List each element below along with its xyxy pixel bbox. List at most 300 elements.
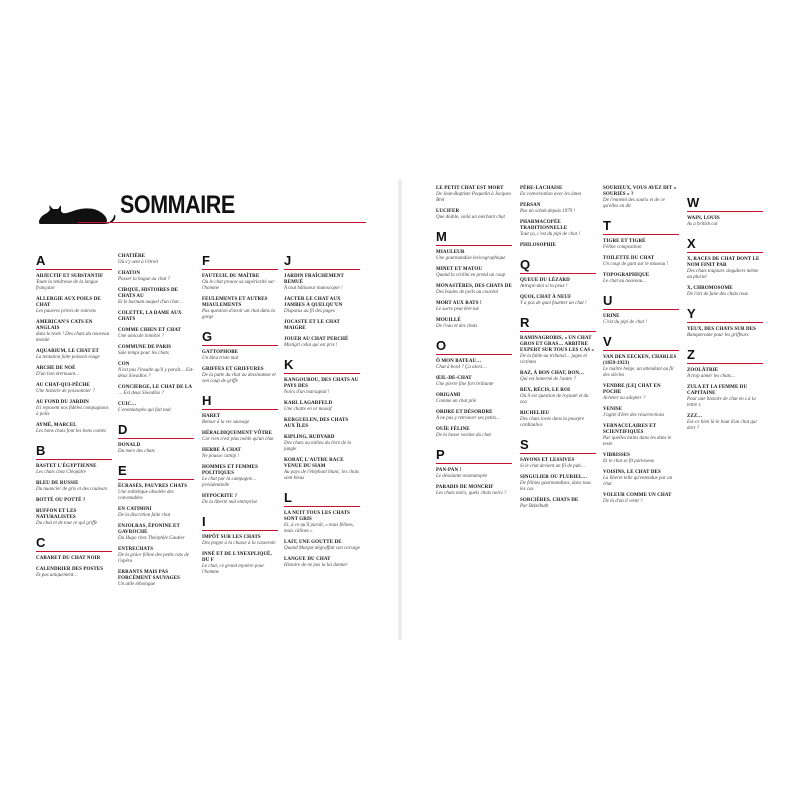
entry-description: Comme un chat plié bbox=[436, 399, 477, 404]
toc-entry bbox=[687, 327, 763, 339]
toc-entry bbox=[603, 186, 679, 210]
toc-entry bbox=[603, 384, 679, 402]
toc-section bbox=[202, 394, 278, 506]
entry-title: DONALD bbox=[118, 443, 141, 448]
toc-entry bbox=[36, 567, 112, 579]
entry-title: JOCASTE ET LE CHAT MAIGRE bbox=[284, 320, 340, 331]
section-rule bbox=[284, 269, 360, 270]
entry-title: LE PETIT CHAT EST MORT bbox=[436, 186, 504, 191]
toc-entry bbox=[436, 468, 512, 480]
entry-title: BOTTÉ OU POTTÉ ? bbox=[36, 498, 86, 503]
entry-title: OUÏE FÉLINE bbox=[436, 427, 470, 432]
toc-section bbox=[202, 515, 278, 576]
entry-title: AU CHAT-QUI-PÊCHE bbox=[36, 383, 90, 388]
entry-title: ALLERGIE AUX POILS DE CHAT bbox=[36, 297, 101, 308]
entry-title: FAUTEUIL DU MAÎTRE bbox=[202, 274, 260, 279]
entry-title: MORT AUX RATS ! bbox=[436, 301, 482, 306]
toc-entry bbox=[603, 407, 679, 419]
toc-column bbox=[687, 196, 763, 441]
section-rule bbox=[436, 245, 512, 246]
section-letter: S bbox=[520, 437, 529, 452]
toc-section bbox=[520, 258, 596, 307]
toc-section bbox=[284, 491, 360, 569]
entry-description: Du Hugo chez Théophile Gautier bbox=[118, 536, 185, 541]
toc-entry bbox=[436, 250, 512, 262]
toc-entry bbox=[36, 349, 112, 361]
section-rule bbox=[687, 363, 763, 364]
entry-description: Le chat par la campagne… présidentielle bbox=[202, 477, 257, 488]
toc-section bbox=[520, 316, 596, 429]
entry-description: Sale temps pour les chats bbox=[118, 351, 169, 356]
toc-section bbox=[284, 254, 360, 349]
entry-title: VOISINS, LE CHAT DES bbox=[603, 470, 661, 475]
toc-section bbox=[202, 330, 278, 385]
entry-title: CHATIÈRE bbox=[118, 254, 146, 259]
entry-description: Quand la virilité en prend un coup bbox=[436, 273, 506, 278]
entry-description: Une histoire de poissonnier ? bbox=[36, 389, 95, 394]
entry-description: Une chatte en or massif bbox=[284, 407, 332, 412]
section-letter: F bbox=[202, 253, 210, 268]
entry-description: Tout ça, c'est du pipi de chat ! bbox=[520, 232, 581, 237]
entry-description: Les chats chez Cléopâtre bbox=[36, 470, 86, 475]
entry-title: PHARMACOPÉE TRADITIONNELLE bbox=[520, 220, 568, 231]
entry-description: Le chat au nouveau… bbox=[603, 279, 647, 284]
entry-description: Et, à ce qu'il paraît, « mais félines, mais câlines » bbox=[284, 523, 354, 534]
section-letter: K bbox=[284, 357, 294, 372]
toc-entry bbox=[36, 383, 112, 395]
entry-description: … Est deux Siwadlos ? bbox=[118, 391, 164, 396]
section-rule bbox=[687, 211, 763, 212]
entry-description: De l'art de fane des chats roux bbox=[687, 292, 749, 297]
toc-column bbox=[36, 254, 112, 588]
entry-title: CALENDRIER DES POSTES bbox=[36, 567, 104, 572]
toc-entry bbox=[603, 355, 679, 379]
entry-description: Si le chat devient un fil de pub… bbox=[520, 464, 586, 469]
section-rule bbox=[687, 322, 763, 323]
toc-entry bbox=[436, 393, 512, 405]
entry-title: AU FOND DU JARDIN bbox=[36, 400, 89, 405]
entry-title: TOILETTE DU CHAT bbox=[603, 256, 655, 261]
entry-title: LANGUE DU CHAT bbox=[284, 557, 331, 562]
section-letter: E bbox=[118, 463, 127, 478]
entry-title: REX, RÉCIS, LE ROI bbox=[520, 388, 571, 393]
toc-entry bbox=[118, 345, 194, 357]
entry-description: Et le barnum auquel d'un chat… bbox=[118, 300, 184, 305]
entry-description: Pas un schah depuis 1979 ! bbox=[520, 209, 576, 214]
toc-entry bbox=[520, 295, 596, 307]
toc-section bbox=[436, 230, 512, 330]
entry-description: Car rien n'est plus noble qu'un chat bbox=[202, 437, 274, 442]
entry-title: VAN DEN EECKEN, CHARLES (1859-1923) bbox=[603, 355, 677, 366]
entry-description: As a british cat bbox=[687, 222, 718, 227]
entry-title: ADJECTIF ET SUBSTANTIF bbox=[36, 274, 104, 279]
entry-description: Les bons chats font les bons contes bbox=[36, 429, 106, 434]
entry-description: Histoire de ne pas la lui donner bbox=[284, 563, 348, 568]
entry-description: Ne pousse catnip ! bbox=[202, 454, 240, 459]
section-rule bbox=[520, 453, 596, 454]
entry-description: À trop aimer les chats… bbox=[687, 374, 736, 379]
entry-title: MONASTÈRES, DES CHATS DE bbox=[436, 284, 512, 289]
section-rule bbox=[436, 463, 512, 464]
entry-title: VOLEUR COMME UN CHAT bbox=[603, 493, 672, 498]
toc-section bbox=[603, 219, 679, 285]
toc-entry bbox=[603, 314, 679, 326]
entry-description: De la patte du chat au dessinateur et son coup de griffe bbox=[202, 373, 276, 384]
entry-description: Une pierre fine fort brillante bbox=[436, 382, 494, 387]
entry-title: LAIT, UNE GOUTTE DE bbox=[284, 540, 342, 545]
entry-title: CON bbox=[118, 362, 130, 367]
entry-description: Pas question d'avoir un chat dans la gorge bbox=[202, 309, 276, 320]
entry-title: ZZZ… bbox=[687, 414, 703, 419]
toc-section bbox=[687, 196, 763, 228]
black-cat-icon bbox=[36, 194, 116, 224]
toc-section bbox=[687, 307, 763, 339]
toc-entry bbox=[284, 458, 360, 482]
toc-entry bbox=[436, 301, 512, 313]
entry-description: Du chat et de tout ce qui griffe bbox=[36, 521, 98, 526]
section-rule bbox=[202, 530, 278, 531]
entry-description: Y a pas de quoi fouetter un chat ! bbox=[520, 301, 587, 306]
entry-description: De là d'où il vient ? bbox=[603, 499, 643, 504]
toc-entry bbox=[603, 470, 679, 488]
entry-description: De l'eau et des chats bbox=[436, 324, 478, 329]
section-rule bbox=[687, 252, 763, 253]
entry-description: Le chat, ce grand mystère pour l'homme bbox=[202, 564, 265, 575]
entry-description: Où s'y sent à l'étroit bbox=[118, 260, 159, 265]
toc-entry bbox=[687, 216, 763, 228]
entry-title: VENISE bbox=[603, 407, 623, 412]
entry-description: À tout bâtisseur mutoscopie ! bbox=[284, 286, 343, 291]
entry-description: Un utile éthologue bbox=[118, 582, 156, 587]
entry-title: CONCIERGE, LE CHAT DE LA bbox=[118, 385, 193, 390]
entry-title: VERNACULAIRES ET SCIENTIFIQUES bbox=[603, 424, 657, 435]
entry-description: L'onomatopée qui fait mal bbox=[118, 408, 171, 413]
toc-entry bbox=[202, 297, 278, 321]
toc-entry bbox=[520, 186, 596, 198]
toc-entry bbox=[118, 271, 194, 283]
section-rule bbox=[284, 373, 360, 374]
toc-entry bbox=[118, 402, 194, 414]
entry-description: Et pas uniquement… bbox=[36, 573, 78, 578]
toc-entry bbox=[436, 284, 512, 296]
entry-title: ZOOLÂTRIE bbox=[687, 368, 719, 373]
toc-entry bbox=[436, 209, 512, 221]
toc-section bbox=[436, 186, 512, 221]
entry-description: Le désolante onomatopée bbox=[436, 474, 488, 479]
entry-title: FEULEMENTS ET AUTRES MIAULEMENTS bbox=[202, 297, 268, 308]
section-rule bbox=[118, 438, 194, 439]
entry-description: De l'ennemi des souris et de ce qu'elles en dit bbox=[603, 198, 665, 209]
entry-title: KARL LAGARFELD bbox=[284, 401, 333, 406]
entry-title: MINET ET MATOU bbox=[436, 267, 483, 272]
toc-entry bbox=[202, 274, 278, 292]
section-letter: A bbox=[36, 253, 46, 268]
toc-entry bbox=[520, 220, 596, 238]
toc-entry bbox=[687, 286, 763, 298]
entry-title: GATTOPHOBE bbox=[202, 350, 239, 355]
entry-title: KORAT, L'AUTRE RACE VENUE DU SIAM bbox=[284, 458, 344, 469]
toc-entry bbox=[36, 509, 112, 527]
entry-description: En conversation avec les âmes bbox=[520, 192, 582, 197]
entry-title: JOUER AU CHAT PERCHÉ bbox=[284, 337, 349, 342]
entry-title: SINGULIER OU PLURIEL… bbox=[520, 475, 588, 480]
entry-title: KERGUELEN, DES CHATS AUX ÎLES bbox=[284, 418, 349, 429]
entry-title: Ô MON BATEAU… bbox=[436, 359, 482, 364]
toc-entry bbox=[520, 458, 596, 470]
section-rule bbox=[520, 331, 596, 332]
entry-description: La tentation faite poisson rouge bbox=[36, 355, 100, 360]
entry-description: Disparus au fil des pages bbox=[284, 309, 335, 314]
entry-title: AYMÉ, MARCEL bbox=[36, 423, 77, 428]
entry-title: PERSAN bbox=[520, 203, 541, 208]
toc-section bbox=[36, 254, 112, 435]
toc-entry bbox=[118, 507, 194, 519]
entry-description: Du mers des chats bbox=[118, 449, 155, 454]
entry-description: Chat à bord ? Ça alors… bbox=[436, 365, 487, 370]
entry-description: Est-ce bien là le bout d'un chat qui dort ? bbox=[687, 420, 757, 431]
section-rule bbox=[202, 409, 278, 410]
toc-section bbox=[603, 335, 679, 505]
entry-title: ZULA ET LA FEMME DU CAPITAINE bbox=[687, 385, 748, 396]
entry-description: Une amicale inimitié ? bbox=[118, 334, 164, 339]
toc-section bbox=[436, 339, 512, 439]
section-rule bbox=[520, 273, 596, 274]
entry-description: Un bleu triste mal bbox=[202, 356, 239, 361]
section-rule bbox=[603, 350, 679, 351]
entry-title: LUCIFER bbox=[436, 209, 460, 214]
entry-description: Des chats lovés dans la pourpre cardinalice bbox=[520, 417, 585, 428]
toc-entry bbox=[603, 256, 679, 268]
section-letter: H bbox=[202, 393, 212, 408]
section-letter: L bbox=[284, 490, 292, 505]
toc-entry bbox=[603, 239, 679, 251]
entry-title: MOUILLÉ bbox=[436, 318, 461, 323]
entry-description: Les pauvres privés de ronrons bbox=[36, 309, 96, 314]
entry-title: VIBRISSES bbox=[603, 453, 631, 458]
entry-description: Par Belzébuth bbox=[520, 504, 549, 509]
toc-entry bbox=[603, 453, 679, 465]
entry-description: Du nuancier de gris et des couleurs bbox=[36, 487, 108, 492]
entry-title: HYPOCRITE ? bbox=[202, 494, 238, 499]
toc-entry bbox=[202, 350, 278, 362]
toc-section bbox=[36, 444, 112, 527]
entry-title: ARCHE DE NOÉ bbox=[36, 366, 76, 371]
entry-title: HOMMES ET FEMMES POLITIQUES bbox=[202, 465, 258, 476]
page-title: SOMMAIRE bbox=[120, 191, 235, 219]
toc-section bbox=[118, 254, 194, 414]
toc-entry bbox=[284, 540, 360, 552]
entry-title: TIGRE ET TIGRÉ bbox=[603, 239, 646, 244]
section-letter: X bbox=[687, 236, 696, 251]
toc-entry bbox=[520, 371, 596, 383]
toc-section bbox=[118, 423, 194, 455]
section-letter: O bbox=[436, 338, 447, 353]
toc-entry bbox=[36, 481, 112, 493]
toc-entry bbox=[284, 337, 360, 349]
entry-description: D'un lion éternuant… bbox=[36, 372, 80, 377]
entry-description: Acheter ou adopter ? bbox=[603, 396, 646, 401]
section-rule bbox=[36, 551, 112, 552]
toc-entry bbox=[520, 278, 596, 290]
toc-entry bbox=[118, 311, 194, 323]
toc-entry bbox=[118, 547, 194, 565]
toc-entry bbox=[520, 475, 596, 493]
entry-description: De la liberté mal entreprise bbox=[202, 500, 258, 505]
entry-description: Quand Margot dégraffait son corsage bbox=[284, 546, 360, 551]
entry-title: SAVONS ET LESSIVES bbox=[520, 458, 575, 463]
section-letter: V bbox=[603, 334, 612, 349]
entry-title: COMMUNE DE PARIS bbox=[118, 345, 172, 350]
entry-title: MIAULEUR bbox=[436, 250, 465, 255]
entry-description: Des chats toujours singuliers même au pluriel bbox=[687, 269, 759, 280]
toc-entry bbox=[284, 320, 360, 332]
entry-description: Par quelles latins dans les dans le texte bbox=[603, 436, 672, 447]
entry-title: ORIGAMI bbox=[436, 393, 461, 398]
entry-description: Et le chat se fit paresseux bbox=[603, 459, 655, 464]
toc-column bbox=[603, 186, 679, 514]
toc-entry bbox=[284, 378, 360, 396]
toc-entry bbox=[687, 385, 763, 409]
entry-title: ENTRECHATS bbox=[118, 547, 154, 552]
toc-entry bbox=[687, 414, 763, 432]
entry-description: Ici reposent nos fidèles compagnons à poils bbox=[36, 406, 109, 417]
section-rule bbox=[202, 269, 278, 270]
entry-description: Les chats noirs, quels chats noirs ? bbox=[436, 491, 507, 496]
entry-title: AMERICAN'S CATS EN ANGLAIS bbox=[36, 320, 93, 331]
entry-title: GRIFFES ET GRIFFURES bbox=[202, 367, 264, 372]
toc-entry bbox=[118, 385, 194, 397]
toc-entry bbox=[118, 443, 194, 455]
entry-description: Une esthétique obsolète des convenables bbox=[118, 490, 174, 501]
toc-entry bbox=[202, 494, 278, 506]
section-rule bbox=[36, 269, 112, 270]
toc-entry bbox=[36, 366, 112, 378]
toc-entry bbox=[603, 424, 679, 448]
section-letter: Z bbox=[687, 347, 695, 362]
entry-description: J'agité d'être des résurrections bbox=[603, 413, 665, 418]
toc-entry bbox=[118, 362, 194, 380]
toc-entry bbox=[284, 297, 360, 315]
toc-section bbox=[118, 464, 194, 588]
toc-entry bbox=[436, 267, 512, 279]
entry-description: De la grâce féline des petits rats de l'opéra bbox=[118, 553, 189, 564]
entry-title: RAZ, À BON CHAT, BON… bbox=[520, 371, 585, 376]
toc-entry bbox=[118, 484, 194, 502]
toc-section bbox=[284, 358, 360, 482]
entry-title: QUOI, CHAT À NEUF bbox=[520, 295, 572, 300]
entry-description: Posser la bague au chat ? bbox=[118, 277, 171, 282]
entry-description: De félines gourmandises, dans tous les cas bbox=[520, 481, 591, 492]
entry-title: RICHELIEU bbox=[520, 411, 550, 416]
entry-description: Des boules de poils au couvent bbox=[436, 290, 499, 295]
section-letter: U bbox=[603, 293, 613, 308]
toc-entry bbox=[436, 186, 512, 204]
entry-description: Noirs d'un marsupial ! bbox=[284, 390, 330, 395]
toc-entry bbox=[202, 414, 278, 426]
toc-entry bbox=[202, 367, 278, 385]
toc-column bbox=[520, 186, 596, 519]
entry-description: Retour à la vie sauvage bbox=[202, 420, 250, 425]
entry-title: PAN-PAN ! bbox=[436, 468, 462, 473]
toc-entry bbox=[118, 288, 194, 306]
book-gutter bbox=[398, 180, 402, 640]
toc-entry bbox=[284, 401, 360, 413]
entry-title: VENDRE [LE] CHAT EN POCHE bbox=[603, 384, 661, 395]
toc-entry bbox=[687, 257, 763, 281]
toc-entry bbox=[520, 243, 596, 249]
section-rule bbox=[118, 479, 194, 480]
entry-title: ÉCRASÉS, PAUVRES CHATS bbox=[118, 484, 188, 489]
section-letter: W bbox=[687, 195, 700, 210]
entry-title: TOPOGRAPHIQUE bbox=[603, 273, 650, 278]
toc-section bbox=[603, 294, 679, 326]
toc-entry bbox=[36, 498, 112, 504]
title-underline bbox=[78, 222, 366, 223]
entry-title: ŒIL-DE-CHAT bbox=[436, 376, 472, 381]
entry-title: ERRANTS MAIS PAS FORCÉMENT SAUVAGES bbox=[118, 570, 181, 581]
entry-title: KANGOUROU, DES CHATS AU PAYS DES bbox=[284, 378, 359, 389]
entry-title: PÈRE-LACHAISE bbox=[520, 186, 563, 191]
entry-description: Banqueroute pour les griffeurs bbox=[687, 333, 749, 338]
toc-section bbox=[436, 448, 512, 497]
toc-entry bbox=[436, 427, 512, 439]
entry-title: CHATON bbox=[118, 271, 141, 276]
toc-entry bbox=[284, 511, 360, 535]
toc-entry bbox=[36, 464, 112, 476]
toc-column bbox=[436, 186, 512, 506]
entry-title: AQUARIUM, LE CHAT ET bbox=[36, 349, 99, 354]
toc-entry bbox=[520, 336, 596, 366]
entry-title: BASTET L'ÉGYPTIENNE bbox=[36, 464, 97, 469]
toc-entry bbox=[520, 498, 596, 510]
entry-title: PARADIS DE MONCRIF bbox=[436, 485, 494, 490]
toc-entry bbox=[202, 431, 278, 443]
toc-entry bbox=[284, 418, 360, 430]
section-letter: Y bbox=[687, 306, 696, 321]
entry-description: Qui est lanterné de l'autre ? bbox=[520, 377, 577, 382]
entry-title: X, CHROMOSOME bbox=[687, 286, 733, 291]
toc-section bbox=[687, 237, 763, 298]
toc-entry bbox=[520, 203, 596, 215]
toc-entry bbox=[436, 376, 512, 388]
toc-section bbox=[36, 536, 112, 579]
entry-description: Où il est question de royauté et du zoo bbox=[520, 394, 589, 405]
entry-description: Des poppe à la chasse à la casserole bbox=[202, 541, 276, 546]
toc-entry bbox=[118, 570, 194, 588]
entry-description: C'est du pipi de chat ! bbox=[603, 320, 647, 325]
section-letter: P bbox=[436, 447, 445, 462]
toc-entry bbox=[202, 448, 278, 460]
title-block bbox=[36, 190, 366, 230]
entry-title: X, RACES DE CHAT DONT LE NOM FINIT PAR bbox=[687, 257, 760, 268]
toc-entry bbox=[520, 411, 596, 429]
entry-title: QUEUE DU LÉZARD bbox=[520, 278, 570, 283]
entry-title: CABARET DU CHAT NOIR bbox=[36, 556, 101, 561]
toc-entry bbox=[284, 274, 360, 292]
entry-title: ORDRE ET DÉSORDRE bbox=[436, 410, 493, 415]
entry-title: JACTER LE CHAT AUX JAMBES À QUELQU'UN bbox=[284, 297, 343, 308]
entry-description: De Jean-Baptiste Poquelin à Jacques Brel bbox=[436, 192, 511, 203]
entry-title: HÉRALDIQUEMENT VÔTRE bbox=[202, 431, 273, 436]
entry-description: À ne pas y retrouver ses petits… bbox=[436, 416, 501, 421]
toc-column bbox=[118, 254, 194, 597]
toc-entry bbox=[118, 328, 194, 340]
toc-column bbox=[284, 254, 360, 578]
entry-title: INNÉ ET DE L'INEXPLIQUÉ, DU F bbox=[202, 552, 272, 563]
section-letter: C bbox=[36, 535, 46, 550]
entry-description: Mistigri celui qui est pris ! bbox=[284, 343, 338, 348]
entry-description: Le maître belge, un attendant au fil des siècles bbox=[603, 367, 674, 378]
